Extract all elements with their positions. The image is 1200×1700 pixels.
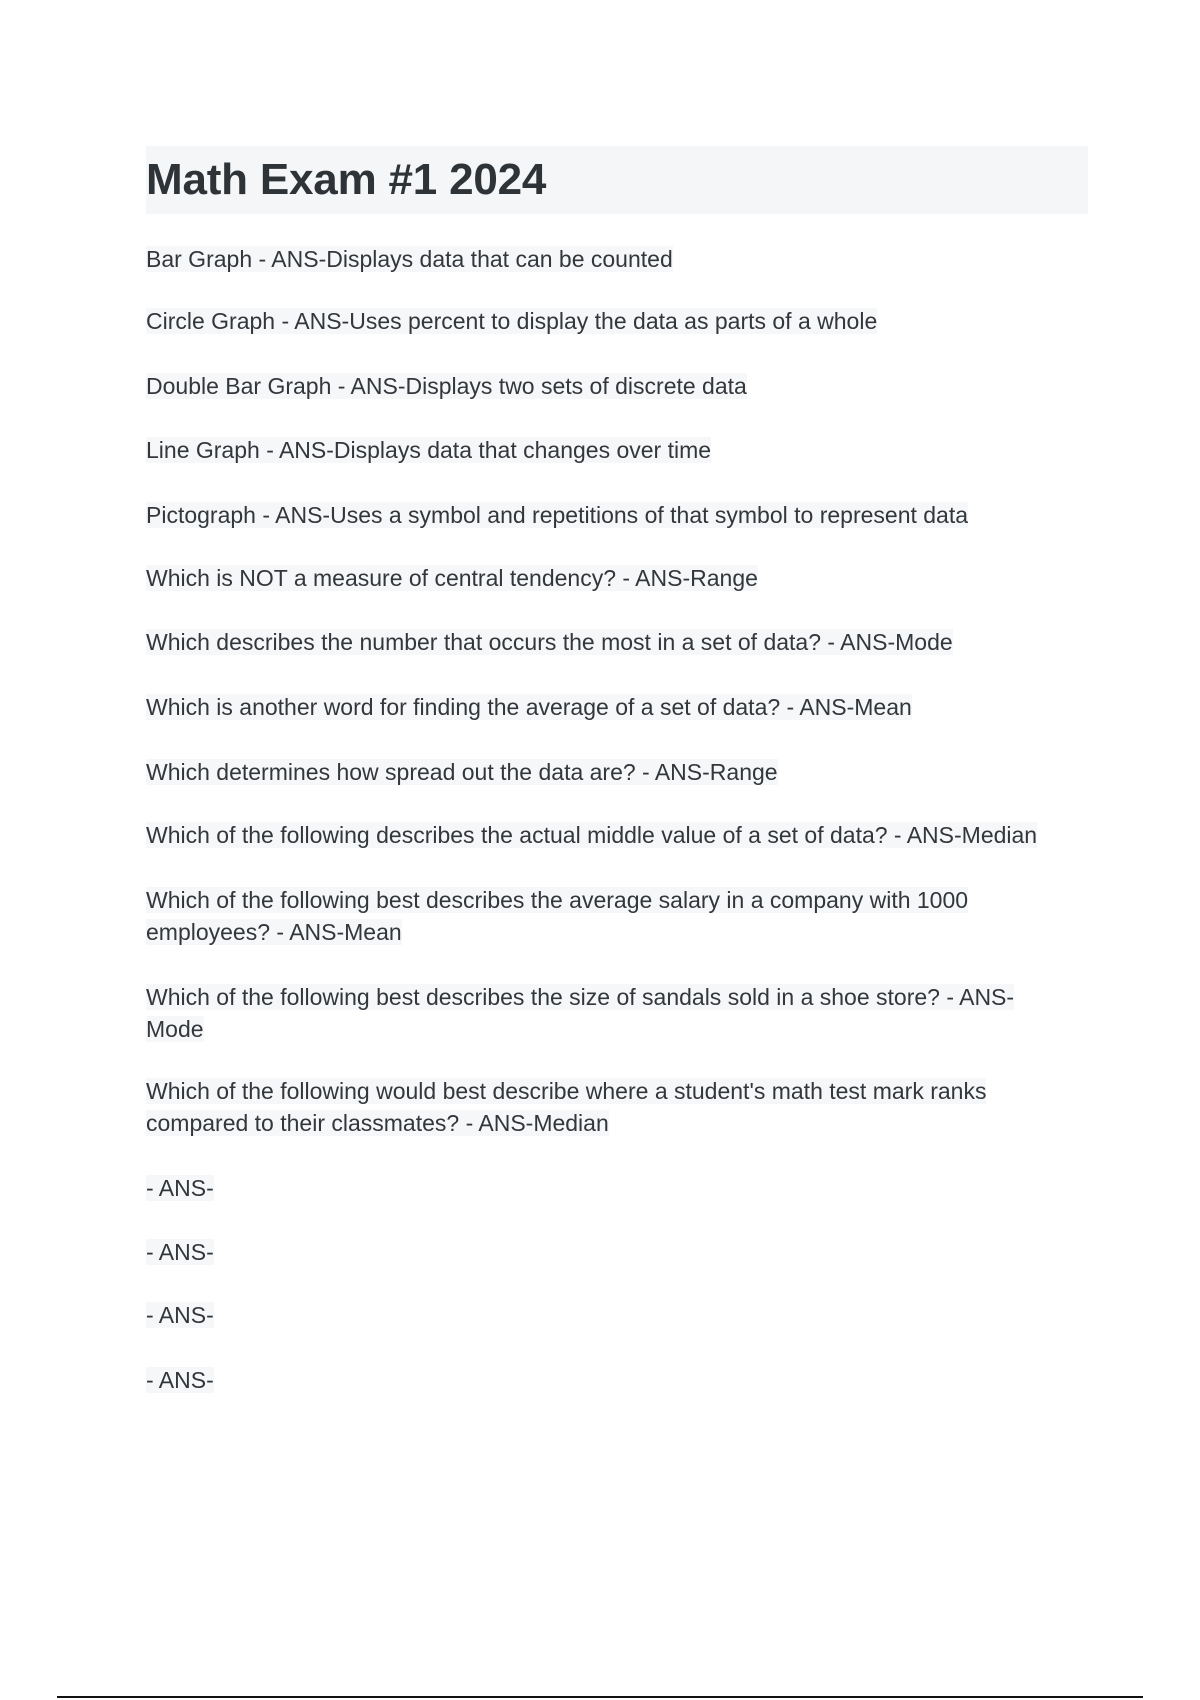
qa-item-10 bbox=[146, 819, 1106, 851]
qa-item-16 bbox=[146, 1299, 1106, 1331]
qa-item-14 bbox=[146, 1172, 1106, 1204]
qa-item-3-text: Double Bar Graph - ANS-Displays two sets of discrete data bbox=[146, 373, 747, 399]
qa-item-6 bbox=[146, 562, 1106, 594]
qa-item-13 bbox=[146, 1075, 1046, 1139]
qa-item-15-text: - ANS- bbox=[146, 1239, 214, 1265]
qa-item-6-text: Which is NOT a measure of central tendency? - ANS-Range bbox=[146, 565, 758, 591]
qa-item-2 bbox=[146, 305, 1106, 337]
qa-item-16-text: - ANS- bbox=[146, 1302, 214, 1328]
qa-item-11-text: Which of the following best describes the average salary in a company with 1000 employees? - ANS-Mean bbox=[146, 887, 969, 945]
qa-item-7 bbox=[146, 626, 1106, 658]
qa-item-2-text: Circle Graph - ANS-Uses percent to display the data as parts of a whole bbox=[146, 308, 878, 334]
qa-item-5-text: Pictograph - ANS-Uses a symbol and repetitions of that symbol to represent data bbox=[146, 502, 969, 528]
qa-item-17 bbox=[146, 1364, 1106, 1396]
qa-item-12-text: Which of the following best describes the size of sandals sold in a shoe store? - ANS-Mode bbox=[146, 984, 1015, 1042]
qa-item-9 bbox=[146, 756, 1106, 788]
qa-item-3 bbox=[146, 370, 1106, 402]
qa-item-5 bbox=[146, 499, 1106, 531]
qa-item-4-text: Line Graph - ANS-Displays data that changes over time bbox=[146, 437, 712, 463]
page-title: Math Exam #1 2024 bbox=[146, 155, 547, 204]
qa-item-10-text: Which of the following describes the actual middle value of a set of data? - ANS-Median bbox=[146, 822, 1038, 848]
qa-item-4 bbox=[146, 434, 1106, 466]
qa-item-15 bbox=[146, 1236, 1106, 1268]
qa-item-7-text: Which describes the number that occurs the most in a set of data? - ANS-Mode bbox=[146, 629, 953, 655]
qa-item-11 bbox=[146, 884, 1026, 948]
footer-rule bbox=[57, 1696, 1143, 1698]
qa-item-1-text: Bar Graph - ANS-Displays data that can be counted bbox=[146, 246, 673, 272]
qa-item-1 bbox=[146, 243, 1106, 275]
qa-item-9-text: Which determines how spread out the data are? - ANS-Range bbox=[146, 759, 778, 785]
qa-item-17-text: - ANS- bbox=[146, 1367, 214, 1393]
qa-item-8 bbox=[146, 691, 1106, 723]
qa-item-12 bbox=[146, 981, 1026, 1045]
qa-item-8-text: Which is another word for finding the average of a set of data? - ANS-Mean bbox=[146, 694, 912, 720]
qa-item-14-text: - ANS- bbox=[146, 1175, 214, 1201]
qa-item-13-text: Which of the following would best describe where a student's math test mark ranks compared to their classmates? - ANS-Median bbox=[146, 1078, 987, 1136]
